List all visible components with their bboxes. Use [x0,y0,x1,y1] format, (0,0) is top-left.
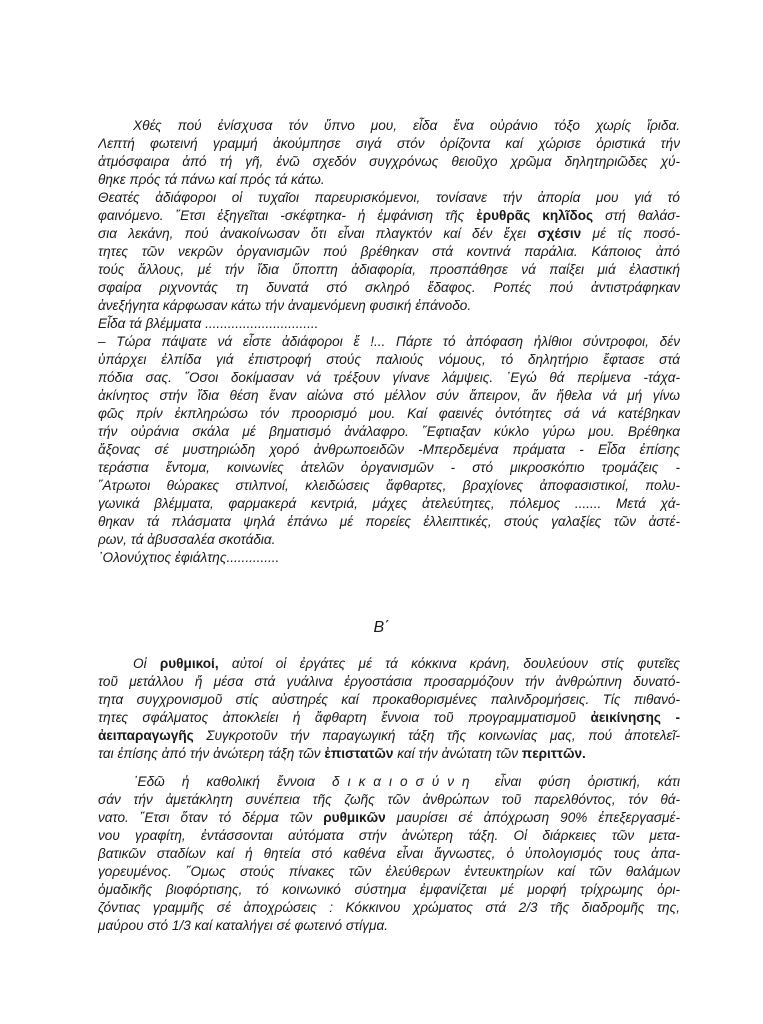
text-run: μέ τίς ποσό- [581,226,680,241]
text-run: Συγκροτοῦν τήν παραγωγική τάξη τῆς κοινωνίας μας, πού ἀποτελεῖ- [193,728,680,743]
bold-term: ρυθμικοί, [159,656,219,671]
dialogue-line: φῶς πρίν ἐκπληρώσω τόν προορισμό μου. Καί φαεινές ὀντότητες σά νά κατέβηκαν [98,406,680,421]
dialogue-line: ὑπάρχει ἐλπίδα γιά ἐπιστροφή στούς παλιούς νόμους, τό δηλητήριο ἔφτασε στά [98,352,680,367]
text-line: σφαίρα ριχνοντάς τη δυνατά στό σκληρό ἔδαφος. Ροπές πού ἀντιστράφηκαν [98,280,680,295]
bold-term: ἀεικίνησης - [590,710,680,725]
text-line: ᾿Ολονύχτιος ἐφιάλτης.............. [98,550,280,565]
bold-term: περιττῶν. [521,746,586,761]
text-line [98,745,680,763]
dialogue-line: ἄξονας σέ μυστηριώδη χορό ἀνθρωποειδῶν -Μπερδεμένα πράματα - Εἶδα ἐπίσης [98,442,680,457]
text-run: μαυρίσει σέ ἀπόχρωση 90% ἐπεξεργασμέ- [385,810,680,825]
text-line: Εἶδα τά βλέμματα .............................. [98,316,319,331]
dialogue-line: ἀκίνητος στήν ἴδια θέση ἕναν αἰώνα στό μέλλον σύν ἄπειρον, ἄν ἤθελα νά μή γίνω [98,388,680,403]
text-run: ᾿Εδῶ ἡ καθολική ἔννοια [133,774,333,789]
text-line [98,207,680,225]
text-run: καί τήν ἀνώτατη τῶν [393,746,522,761]
text-line: Θεατές ἀδιάφοροι οἱ τυχαῖοι παρευρισκόμενοι, τονίσανε τήν ἀπορία μου γιά τό [98,190,680,205]
text-line [98,225,680,243]
dialogue-line: τεράστια ἔντομα, κοινωνίες ἀτελῶν ὀργανισμῶν - στό μικροσκόπιο τρομάζεις - [98,460,680,475]
text-line [98,727,680,745]
text-run: ται ἐπίσης ἀπό τήν ἀνώτερη τάξη τῶν [98,746,325,761]
text-line [133,655,680,673]
dialogue-line: θηκαν τά πλάσματα ψηλά ἐπάνω μέ πορείες ἐλλειπτικές, στούς γαλαξίες τῶν ἀστέ- [98,514,680,529]
text-line [98,709,680,727]
text-line: ζόντιας γραμμῆς σέ ἀποχρώσεις : Κόκκινου χρώματος στά 2/3 τῆς διαδρομῆς της, [98,900,680,915]
text-run: εἶναι φύση ὁριστική, κάτι [477,774,680,789]
text-run: τητες σφάλματος ἀποκλείει ἡ ἄφθαρτη ἔννοια τοῦ προγραμματισμοῦ [98,710,591,725]
text-run: σια λεκάνη, πού ἀνακοίνωσαν ὅτι εἶναι πλαγκτόν καί δέν ἔχει [98,226,538,241]
text-line: μαύρου στό 1/3 καί καταλήγει σέ φωτεινό στίγμα. [98,918,388,933]
bold-term: ρυθμικῶν [323,810,386,825]
text-line: τητες τῶν νεκρῶν ὀργανισμῶν πού βρέθηκαν στά κοντινά παράλια. Κάποιος ἀπό [98,244,680,259]
text-line: γορευμένος. ῞Ομως στούς πίνακες τῶν ἐλεύθερων ἐντευκτηρίων καί τῶν θαλάμων [98,864,680,879]
text-run: νατο. ῞Ετσι ὅταν τό δέρμα τῶν [98,810,324,825]
section-heading: Β΄ [373,619,390,636]
dialogue-line: ρων, τά ἀβυσσαλέα σκοτάδια. [98,532,276,547]
text-line [133,773,680,791]
text-run: Οἱ [133,656,160,671]
spaced-word: δικαιοσύνη [332,774,478,789]
text-line: τητα συγχρονισμοῦ στίς αὐστηρές καί προκαθορισμένες παλινδρομήσεις. Τίς πιθανό- [98,692,680,707]
text-line: ἀνεξήγητα κάρφωσαν κάτω τήν ἀναμενόμενη φυσική ἐπάνοδο. [98,298,472,313]
dialogue-line: γωνικά βλέμματα, φαρμακερά κεντριά, μάχες ἀτελεύτητες, πόλεμος ....... Μετά χά- [98,496,680,511]
text-line: βατικῶν σταδίων καί ἡ θητεία στό καθένα εἶναι ἄγνωστες, ὁ ὑπολογισμός τους ἀπα- [98,846,680,861]
text-run: φαινόμενο. ῞Ετσι ἐξηγεῖται -σκέφτηκα- ἡ ἐμφάνιση τῆς [98,208,477,223]
text-line: τοῦ μετάλλου ἤ μέσα στά γυάλινα ἐργοστάσια προσαρμόζουν τήν ἀνθρώπινη δυνατό- [98,674,680,689]
dialogue-line: πόδια σας. ῞Οσοι δοκίμασαν νά τρέξουν γίνανε λάμψεις. ᾿Εγώ θά περίμενα -τάχα- [98,370,680,385]
text-line: τούς ἄλλους, μέ τήν ἴδια ὕποπτη ἀδιαφορία, προσπάθησε νά παίξει μιά ἐλαστική [98,262,680,277]
dialogue-line: ῞Ατρωτοι θώρακες στιλπνοί, κλειδώσεις ἄφθαρτες, βραχίονες ἀποφασιστικοί, πολυ- [98,478,680,493]
dialogue-line: τήν οὐράνια σκάλα μέ βηματισμό ἀνάλαφρο. ῞Εφτιαξαν κύκλο γύρω μου. Βρέθηκα [98,424,680,439]
text-line: σάν τήν ἀμετάκλητη συνέπεια τῆς ζωῆς τῶν ἀνθρώπων τοῦ παρελθόντος, τόν θά- [98,792,680,807]
text-line: ὁμαδικῆς βιοφόρτισης, τό κοινωνικό σύστημα ἐμφανίζεται μέ μορφή τρίχρωμης ὁρι- [98,882,680,897]
text-line: νου γραφίτη, ἐντάσσονται αὐτόματα στήν ἀνώτερη τάξη. Οἱ διάρκειες τῶν μετα- [98,828,680,843]
bold-term: ἀειπαραγωγῆς [98,728,194,743]
bold-term: ἐπιστατῶν [324,746,394,761]
text-line: ἀτμόσφαιρα ἀπό τή γῆ, ἐνῶ σχεδόν συγχρόνως θειοῦχο χρῶμα δηλητηριῶδες χύ- [98,154,680,169]
bold-term: σχέσιν [537,226,582,241]
bold-term: ἐρυθρᾶς κηλῖδος [476,208,594,223]
text-line: θηκε πρός τά πάνω καί πρός τά κάτω. [98,172,325,187]
text-run: αὐτοί οἱ ἐργάτες μέ τά κόκκινα κράνη, δουλεύουν στίς φυτεῖες [218,656,680,671]
dialogue-line: – Τώρα πάψατε νά εἶστε ἀδιάφοροι ἔ !... Πάρτε τό ἀπόφαση ἠλίθιοι σύντροφοι, δέν [98,334,680,349]
text-run: στή θαλάσ- [593,208,680,223]
text-line: Λεπτή φωτεινή γραμμή ἀκούμπησε σιγά στόν ὁρίζοντα καί χώρισε ὁριστικά τήν [98,136,680,151]
text-line: Χθές πού ἐνίσχυσα τόν ὕπνο μου, εἶδα ἕνα οὐράνιο τόξο χωρίς ἴριδα. [133,118,680,133]
text-line [98,809,680,827]
